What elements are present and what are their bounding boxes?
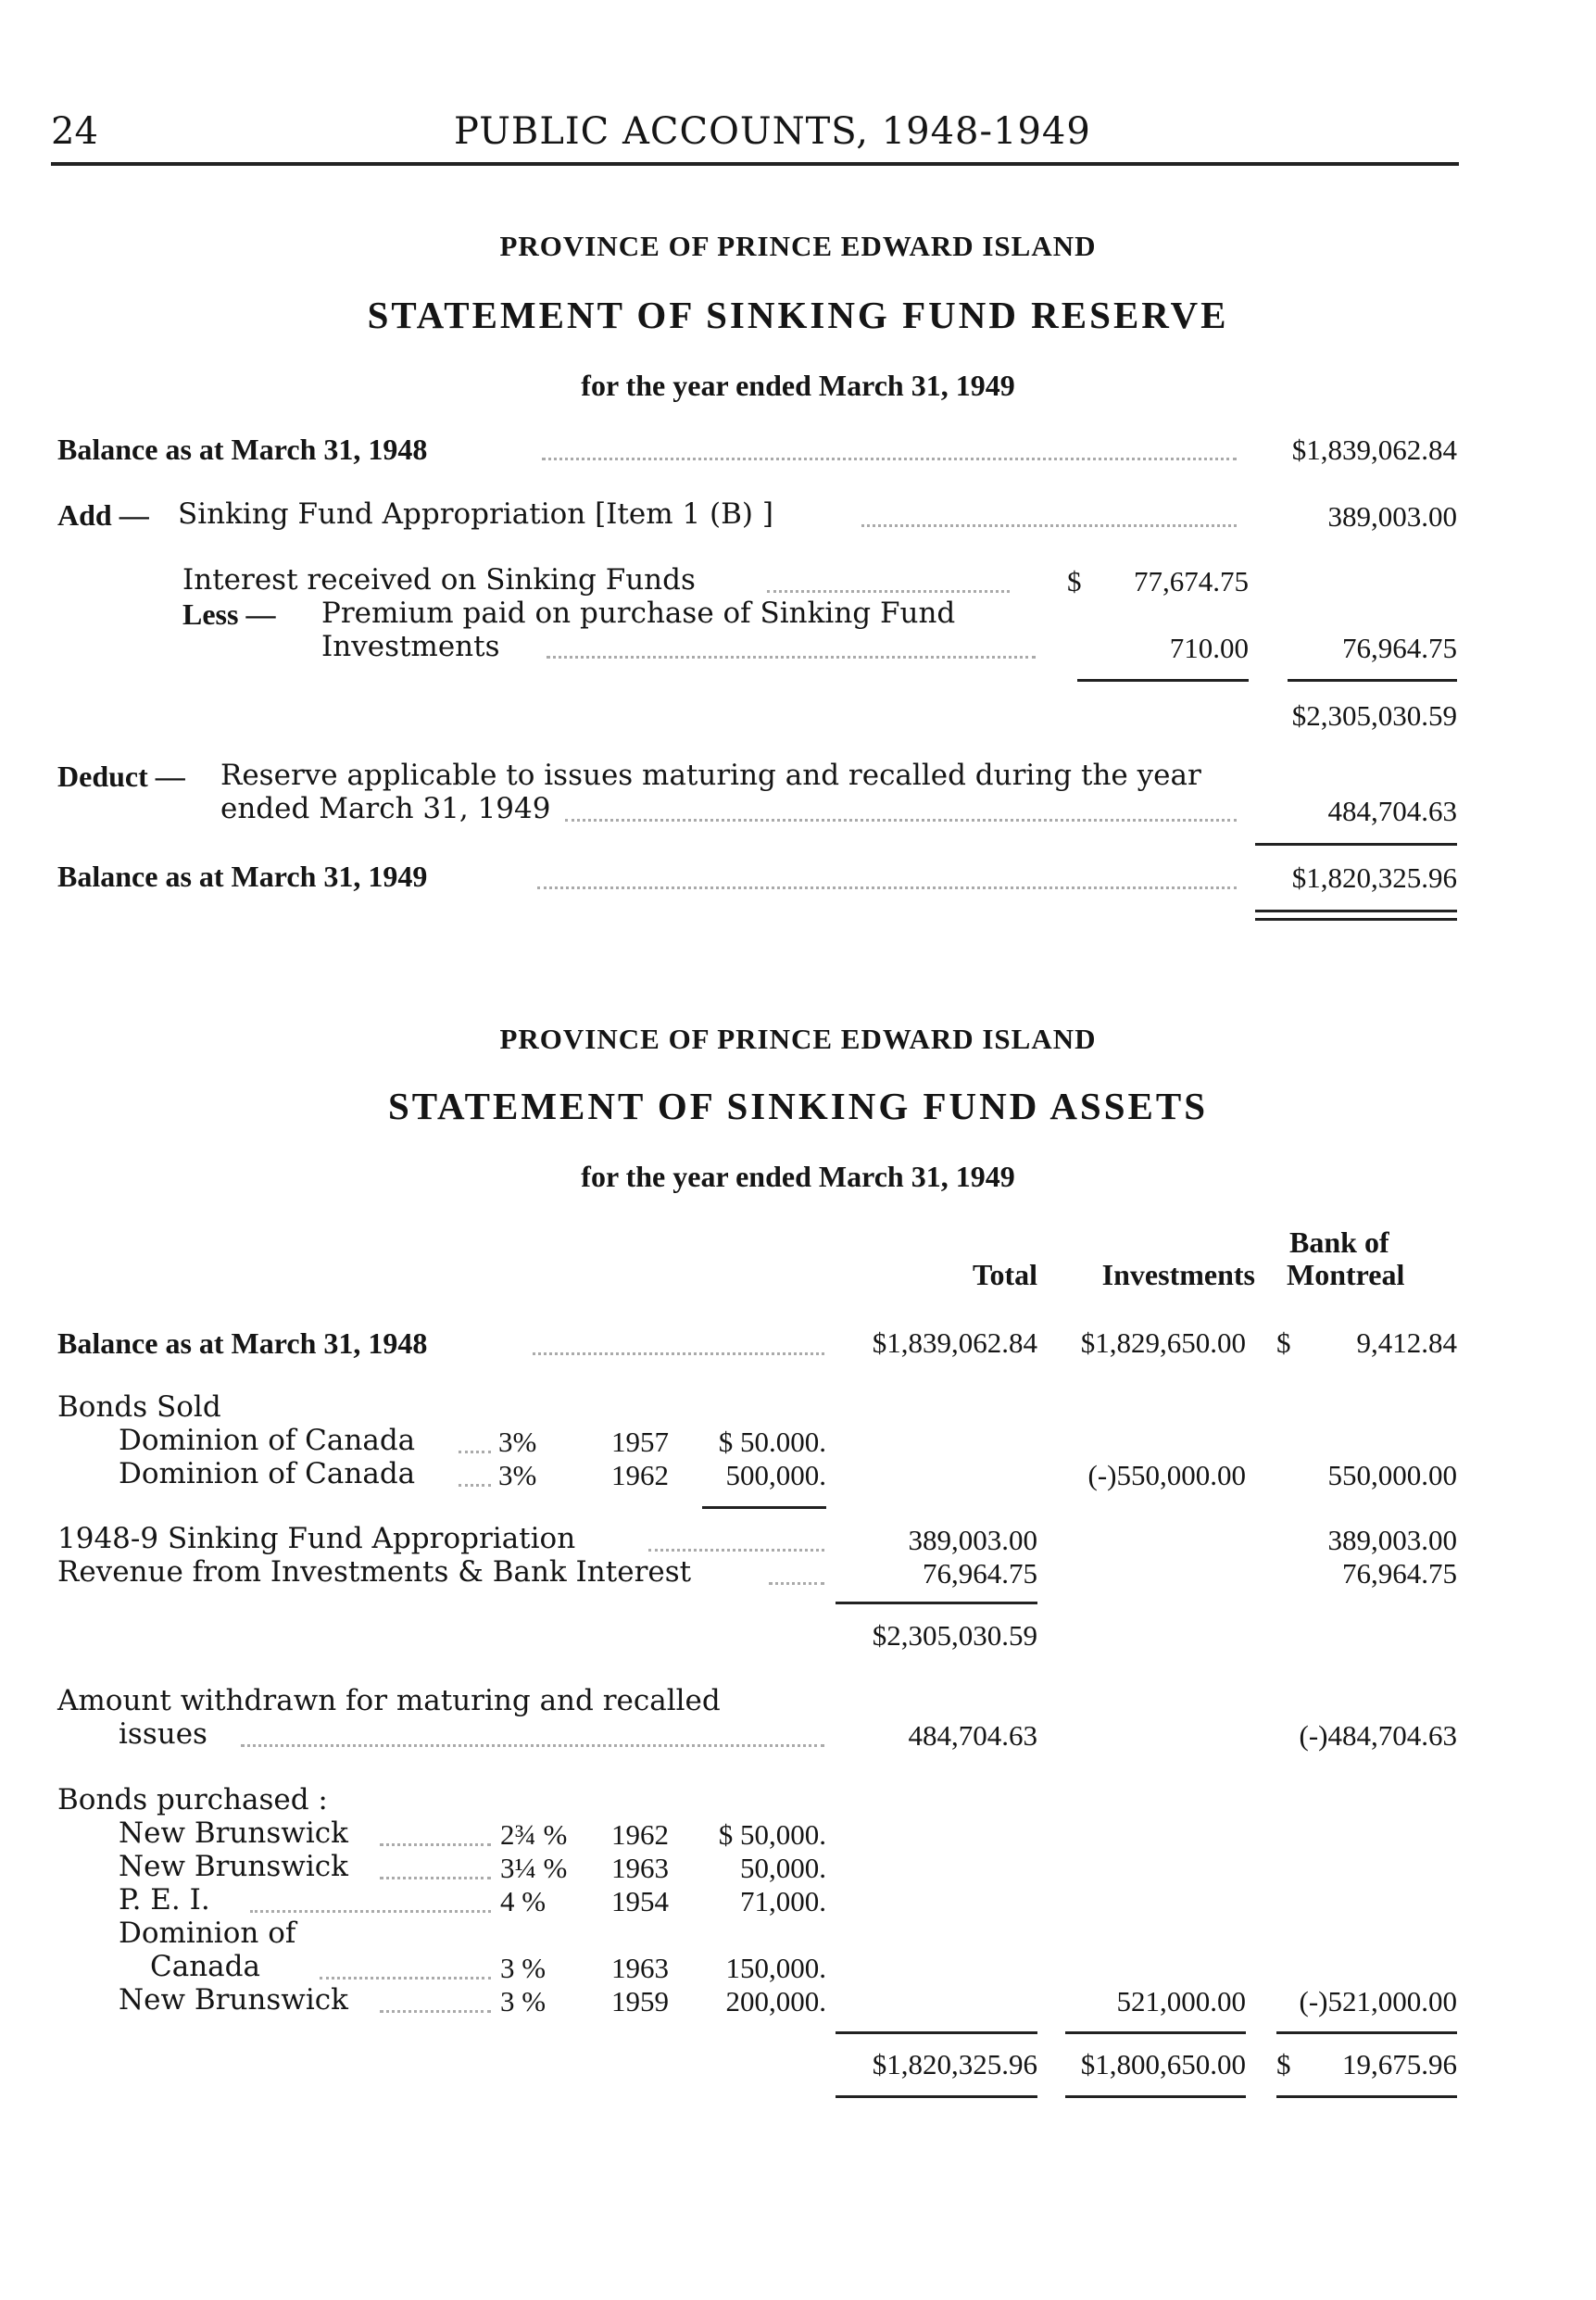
assets-balance-bank-dollar: $ bbox=[1276, 1326, 1291, 1359]
bonds-sold-investments: (-)550,000.00 bbox=[1087, 1459, 1246, 1491]
rule bbox=[1077, 679, 1249, 682]
rule bbox=[836, 1602, 1037, 1604]
leader-dots bbox=[547, 656, 1036, 659]
assets-balance-investments: $1,829,650.00 bbox=[1080, 1326, 1246, 1359]
reserve-deduct-label-1: Reserve applicable to issues maturing and recalled during the year bbox=[220, 759, 1201, 792]
reserve-less-prefix: Less — bbox=[182, 597, 276, 631]
bond-purchased-year: 1962 bbox=[611, 1818, 669, 1851]
withdrawn-label-2: issues bbox=[119, 1717, 207, 1751]
rule bbox=[1255, 843, 1457, 846]
rule bbox=[1288, 679, 1457, 682]
bond-purchased-rate: 4 % bbox=[500, 1885, 547, 1917]
leader-dots bbox=[380, 1877, 491, 1879]
reserve-interest-dollar: $ bbox=[1067, 565, 1082, 597]
reserve-interest-label: Interest received on Sinking Funds bbox=[182, 563, 696, 597]
leader-dots bbox=[767, 590, 1010, 593]
rule bbox=[1276, 2095, 1457, 2098]
bond-purchased-amount: 50,000. bbox=[740, 1852, 826, 1884]
header-rule bbox=[51, 162, 1459, 166]
final-investments: $1,800,650.00 bbox=[1080, 2048, 1246, 2080]
bond-sold-rate: 3% bbox=[498, 1426, 537, 1458]
reserve-deduct-label-2: ended March 31, 1949 bbox=[220, 792, 551, 825]
leader-dots bbox=[250, 1910, 491, 1913]
final-bank-dollar: $ bbox=[1276, 2048, 1291, 2080]
withdrawn-label-1: Amount withdrawn for maturing and recalled bbox=[57, 1684, 721, 1717]
final-total: $1,820,325.96 bbox=[872, 2048, 1037, 2080]
leader-dots bbox=[380, 2010, 491, 2013]
assets-balance-total: $1,839,062.84 bbox=[872, 1326, 1037, 1359]
bond-purchased-amount: 150,000. bbox=[725, 1952, 826, 1984]
reserve-balance-1948-label: Balance as at March 31, 1948 bbox=[57, 433, 428, 466]
leader-dots bbox=[861, 524, 1237, 527]
reserve-add-prefix: Add — bbox=[57, 498, 149, 532]
rule bbox=[836, 2031, 1037, 2034]
reserve-interest-value: 77,674.75 bbox=[1134, 565, 1249, 597]
bond-sold-year: 1962 bbox=[611, 1459, 669, 1491]
revenue-bank: 76,964.75 bbox=[1342, 1557, 1457, 1590]
reserve-balance-1949-value: $1,820,325.96 bbox=[1291, 861, 1457, 894]
bond-purchased-name: New Brunswick bbox=[119, 1816, 348, 1850]
bonds-sold-label: Bonds Sold bbox=[57, 1390, 221, 1424]
assets-province: PROVINCE OF PRINCE EDWARD ISLAND bbox=[499, 1023, 1097, 1055]
reserve-balance-1949-label: Balance as at March 31, 1949 bbox=[57, 860, 428, 893]
assets-balance-label: Balance as at March 31, 1948 bbox=[57, 1326, 428, 1360]
revenue-label: Revenue from Investments & Bank Interest bbox=[57, 1555, 692, 1589]
withdrawn-bank: (-)484,704.63 bbox=[1299, 1719, 1457, 1752]
bond-sold-name: Dominion of Canada bbox=[119, 1457, 416, 1490]
reserve-deduct-value: 484,704.63 bbox=[1327, 795, 1457, 827]
running-title: PUBLIC ACCOUNTS, 1948-1949 bbox=[454, 110, 1091, 153]
appropriation-total: 389,003.00 bbox=[908, 1524, 1037, 1556]
leader-dots bbox=[537, 886, 1237, 889]
bond-purchased-name: Canada bbox=[150, 1950, 260, 1983]
reserve-premium-label-2: Investments bbox=[321, 630, 500, 663]
rule bbox=[836, 2095, 1037, 2098]
bonds-purchased-label: Bonds purchased : bbox=[57, 1783, 328, 1816]
final-bank: 19,675.96 bbox=[1342, 2048, 1457, 2080]
bond-purchased-amount: 200,000. bbox=[725, 1985, 826, 2017]
leader-dots bbox=[380, 1843, 491, 1846]
column-bank-2: Montreal bbox=[1287, 1258, 1405, 1291]
bond-purchased-year: 1959 bbox=[611, 1985, 669, 2017]
bond-purchased-amount: $ 50,000. bbox=[718, 1818, 826, 1851]
reserve-period: for the year ended March 31, 1949 bbox=[581, 369, 1015, 402]
leader-dots bbox=[241, 1744, 824, 1747]
assets-period: for the year ended March 31, 1949 bbox=[581, 1160, 1015, 1193]
appropriation-bank: 389,003.00 bbox=[1327, 1524, 1457, 1556]
bond-purchased-name: New Brunswick bbox=[119, 1983, 348, 2017]
bond-sold-rate: 3% bbox=[498, 1459, 537, 1491]
bonds-purchased-investments: 521,000.00 bbox=[1116, 1985, 1246, 2017]
reserve-subtotal-value: $2,305,030.59 bbox=[1291, 699, 1457, 732]
reserve-net-interest-value: 76,964.75 bbox=[1342, 632, 1457, 664]
appropriation-label: 1948-9 Sinking Fund Appropriation bbox=[57, 1522, 576, 1555]
bond-purchased-year: 1954 bbox=[611, 1885, 669, 1917]
bond-purchased-rate: 3¼ % bbox=[500, 1852, 568, 1884]
leader-dots bbox=[459, 1451, 491, 1453]
rule bbox=[1065, 2031, 1246, 2034]
bond-purchased-rate: 2¾ % bbox=[500, 1818, 568, 1851]
assets-balance-bank: 9,412.84 bbox=[1356, 1326, 1457, 1359]
rule bbox=[1255, 918, 1457, 921]
bond-sold-year: 1957 bbox=[611, 1426, 669, 1458]
bond-sold-name: Dominion of Canada bbox=[119, 1424, 416, 1457]
rule bbox=[702, 1506, 826, 1509]
rule bbox=[1276, 2031, 1457, 2034]
reserve-premium-value: 710.00 bbox=[1169, 632, 1249, 664]
bond-purchased-name-prefix: Dominion of bbox=[119, 1917, 296, 1950]
bond-purchased-rate: 3 % bbox=[500, 1985, 547, 2017]
leader-dots bbox=[565, 819, 1237, 822]
leader-dots bbox=[533, 1352, 824, 1355]
reserve-add-value: 389,003.00 bbox=[1327, 500, 1457, 533]
page-number: 24 bbox=[51, 110, 98, 153]
reserve-add-label: Sinking Fund Appropriation [Item 1 (B) ] bbox=[178, 497, 773, 531]
withdrawn-total: 484,704.63 bbox=[908, 1719, 1037, 1752]
bond-purchased-amount: 71,000. bbox=[740, 1885, 826, 1917]
bond-purchased-year: 1963 bbox=[611, 1952, 669, 1984]
bonds-purchased-bank: (-)521,000.00 bbox=[1299, 1985, 1457, 2017]
revenue-total: 76,964.75 bbox=[923, 1557, 1037, 1590]
bond-sold-amount: 500,000. bbox=[725, 1459, 826, 1491]
leader-dots bbox=[648, 1549, 824, 1552]
reserve-province: PROVINCE OF PRINCE EDWARD ISLAND bbox=[499, 230, 1097, 262]
rule bbox=[1255, 910, 1457, 912]
reserve-title: STATEMENT OF SINKING FUND RESERVE bbox=[367, 294, 1229, 336]
assets-subtotal: $2,305,030.59 bbox=[872, 1619, 1037, 1652]
reserve-premium-label-1: Premium paid on purchase of Sinking Fund bbox=[321, 597, 956, 630]
column-bank-1: Bank of bbox=[1289, 1225, 1389, 1259]
rule bbox=[1065, 2095, 1246, 2098]
column-investments: Investments bbox=[1101, 1258, 1255, 1291]
column-total: Total bbox=[973, 1258, 1037, 1291]
leader-dots bbox=[769, 1582, 824, 1585]
reserve-deduct-prefix: Deduct — bbox=[57, 760, 185, 793]
bond-purchased-name: P. E. I. bbox=[119, 1883, 210, 1917]
assets-title: STATEMENT OF SINKING FUND ASSETS bbox=[387, 1085, 1209, 1127]
reserve-balance-1948-value: $1,839,062.84 bbox=[1291, 434, 1457, 466]
leader-dots bbox=[320, 1977, 491, 1980]
bond-sold-amount: $ 50.000. bbox=[718, 1426, 826, 1458]
bond-purchased-rate: 3 % bbox=[500, 1952, 547, 1984]
bond-purchased-year: 1963 bbox=[611, 1852, 669, 1884]
leader-dots bbox=[459, 1484, 491, 1487]
bonds-sold-bank: 550,000.00 bbox=[1327, 1459, 1457, 1491]
bond-purchased-name: New Brunswick bbox=[119, 1850, 348, 1883]
leader-dots bbox=[542, 458, 1237, 460]
